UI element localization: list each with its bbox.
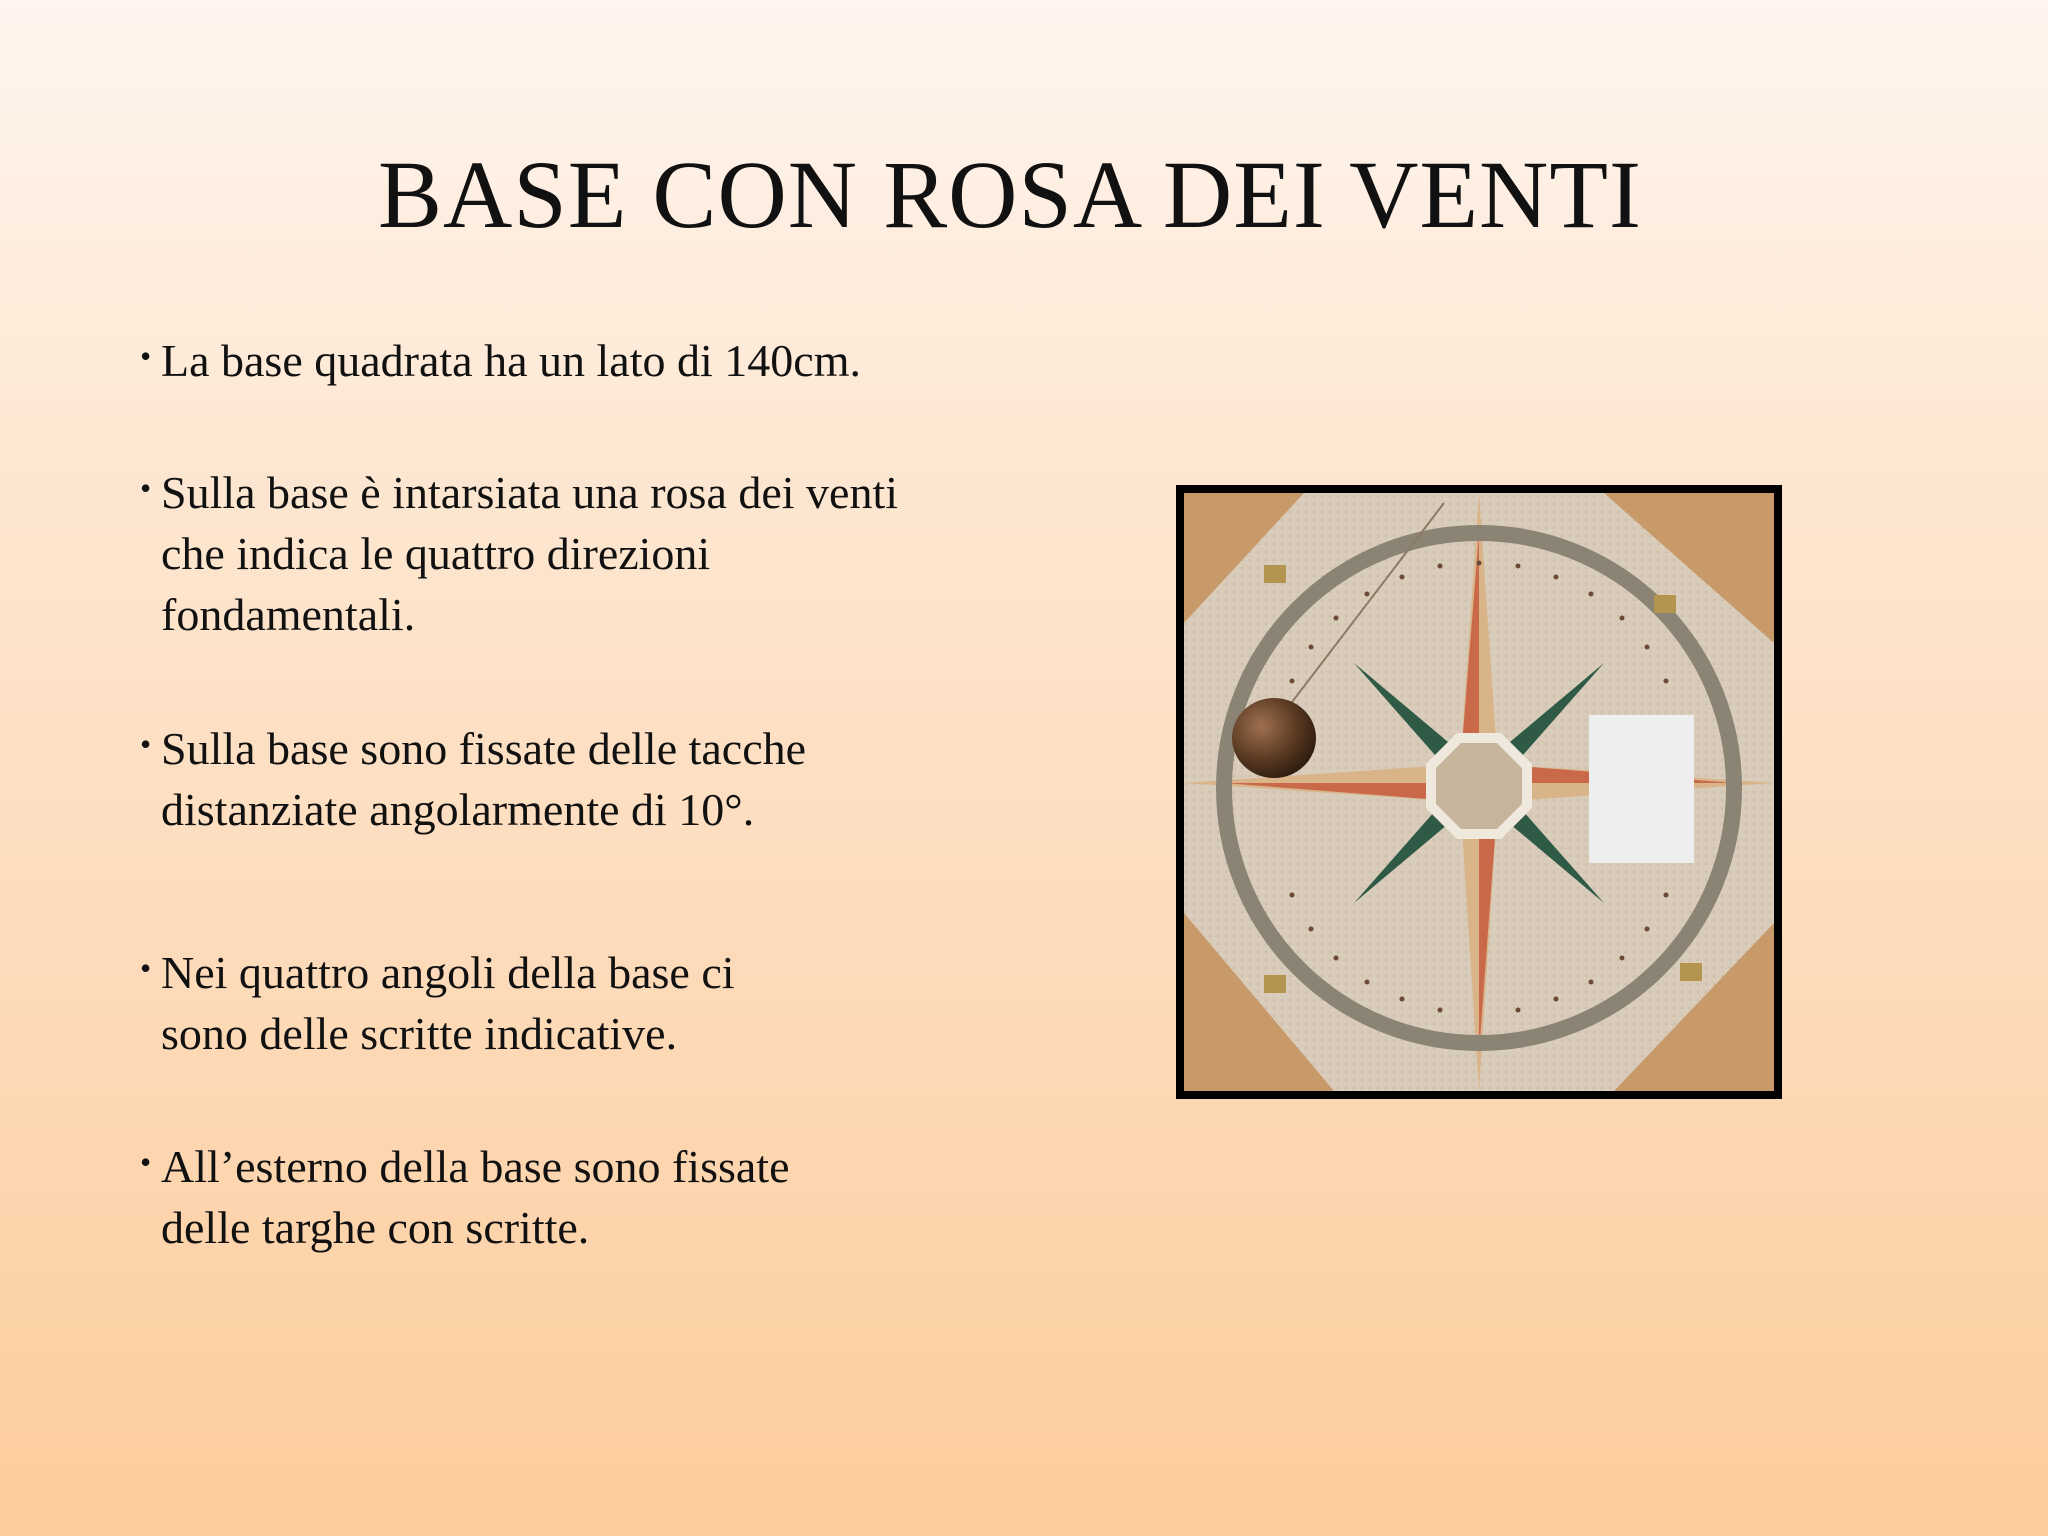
compass-rose-photo <box>1176 485 1782 1099</box>
bullet-text: Nei quattro angoli della base ci sono delle scritte indicative. <box>161 947 735 1059</box>
bullet-item <box>140 718 920 840</box>
slide-title: BASE CON ROSA DEI VENTI <box>378 141 1642 248</box>
bullet-text: Sulla base è intarsiata una rosa dei venti che indica le quattro direzioni fondamentali. <box>161 467 899 640</box>
bullet-dot: • <box>140 950 152 986</box>
compass-rose-image <box>1184 493 1774 1091</box>
bullet-item <box>140 330 1040 391</box>
bullet-text: Sulla base sono fissate delle tacche distanziate angolarmente di 10°. <box>161 723 807 835</box>
bullet-item <box>140 1136 800 1258</box>
bullet-dot: • <box>140 338 152 374</box>
bullet-dot: • <box>140 1144 152 1180</box>
bullet-dot: • <box>140 470 152 506</box>
bullet-dot: • <box>140 726 152 762</box>
bullet-text: La base quadrata ha un lato di 140cm. <box>161 335 861 386</box>
bullet-item <box>140 462 920 645</box>
bullet-text: All’esterno della base sono fissate delle targhe con scritte. <box>161 1141 790 1253</box>
bullet-item <box>140 942 820 1064</box>
